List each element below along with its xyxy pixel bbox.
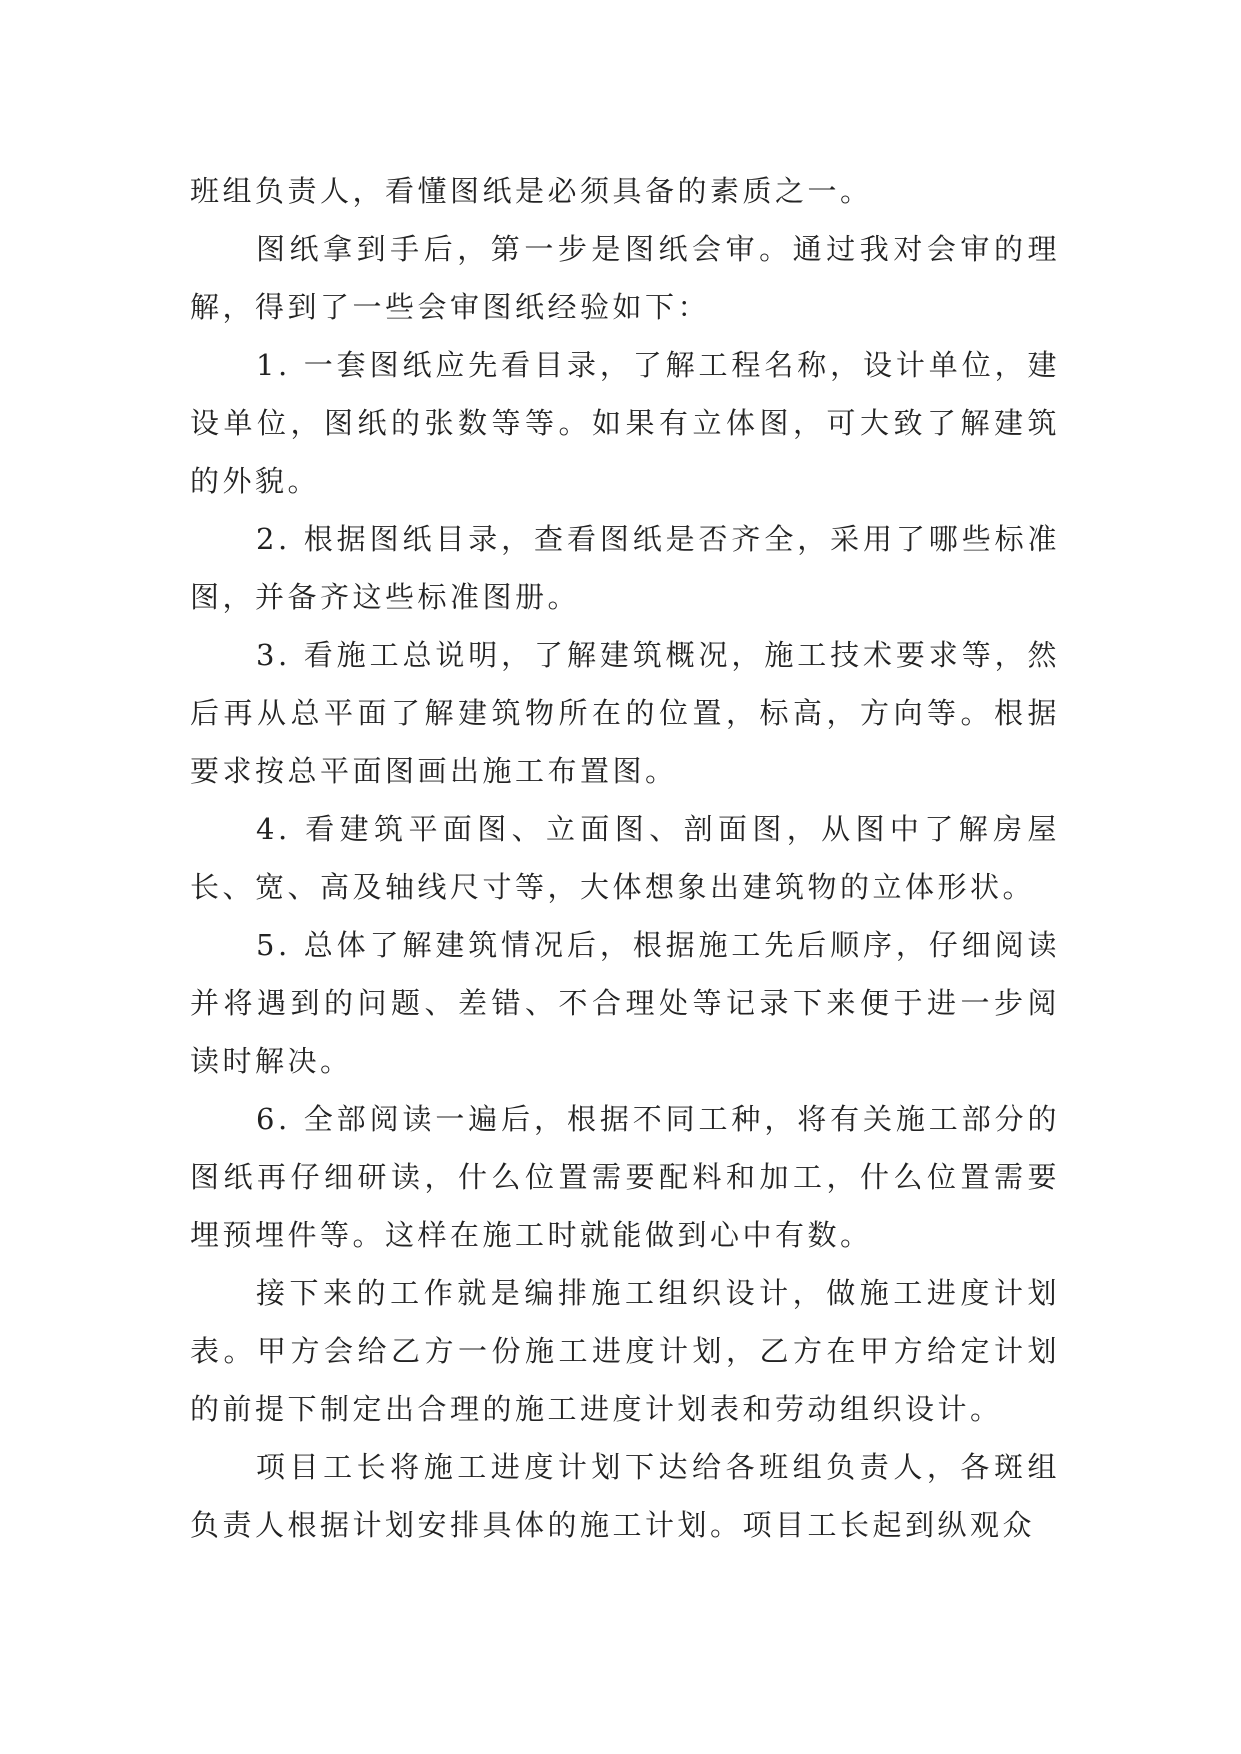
paragraph-2: 图纸拿到手后，第一步是图纸会审。通过我对会审的理解，得到了一些会审图纸经验如下： <box>190 232 1060 324</box>
paragraph-5: 3. 看施工总说明，了解建筑概况，施工技术要求等，然后再从总平面了解建筑物所在的位置，标高，方向等。根据要求按总平面图画出施工布置图。 <box>190 638 1060 788</box>
document-page <box>190 162 1060 1554</box>
paragraph-6: 4. 看建筑平面图、立面图、剖面图，从图中了解房屋长、宽、高及轴线尺寸等，大体想象出建筑物的立体形状。 <box>190 812 1060 904</box>
paragraph-9: 接下来的工作就是编排施工组织设计，做施工进度计划表。甲方会给乙方一份施工进度计划，乙方在甲方给定计划的前提下制定出合理的施工进度计划表和劳动组织设计。 <box>190 1276 1060 1426</box>
paragraph-3: 1. 一套图纸应先看目录，了解工程名称，设计单位，建设单位，图纸的张数等等。如果有立体图，可大致了解建筑的外貌。 <box>190 348 1060 498</box>
paragraph-10: 项目工长将施工进度计划下达给各班组负责人，各斑组负责人根据计划安排具体的施工计划。项目工长起到纵观众 <box>190 1450 1060 1542</box>
paragraph-8: 6. 全部阅读一遍后，根据不同工种，将有关施工部分的图纸再仔细研读，什么位置需要配料和加工，什么位置需要埋预埋件等。这样在施工时就能做到心中有数。 <box>190 1102 1060 1252</box>
paragraph-7: 5. 总体了解建筑情况后，根据施工先后顺序，仔细阅读并将遇到的问题、差错、不合理处等记录下来便于进一步阅读时解决。 <box>190 928 1060 1078</box>
paragraph-4: 2. 根据图纸目录，查看图纸是否齐全，采用了哪些标准图，并备齐这些标准图册。 <box>190 522 1060 614</box>
paragraph-1: 班组负责人，看懂图纸是必须具备的素质之一。 <box>190 174 873 208</box>
